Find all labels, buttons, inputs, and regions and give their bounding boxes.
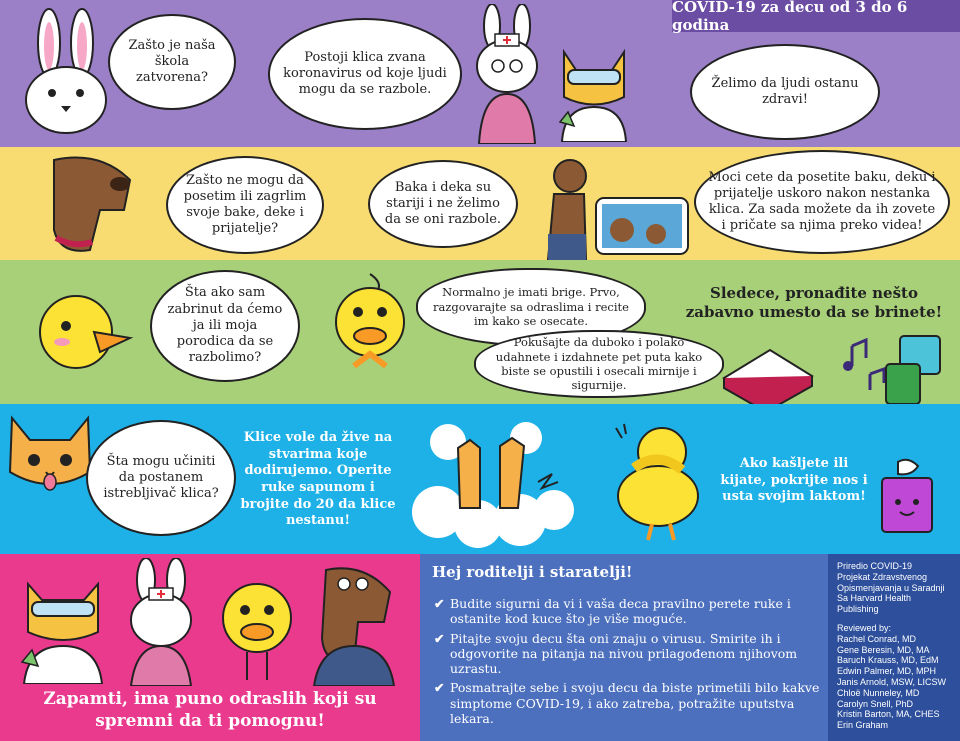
parents-title: Hej roditelji i staratelji!: [432, 563, 633, 581]
credits-line: Publishing: [837, 604, 879, 615]
speech-bubble-cat: Šta mogu učiniti da postanem istrebljivač klica?: [86, 420, 236, 536]
checkmark-icon: ✔: [434, 680, 445, 696]
reviewer-line: Chloë Nunneley, MD: [837, 687, 920, 698]
credits-line: Projekat Zdravstvenog: [837, 571, 928, 582]
doctor-bear-footer-illustration: [304, 562, 404, 686]
fun-text: Sledece, pronađite nešto zabavno umesto da se brinete!: [685, 284, 943, 322]
handwash-illustration: [408, 412, 580, 548]
parents-list-item: ✔ Posmatrajte sebe i svoju decu da biste primetili bilo kakve simptome COVID-19, i ako zatreba, potražite uputstva lekara.: [434, 680, 820, 726]
parents-list-item: ✔ Budite sigurni da vi i vaša deca pravilno perete ruke i ostanite kod kuce što je više moguće.: [434, 596, 791, 627]
scientist-cat-illustration: [554, 42, 634, 142]
cough-text: Ako kašljete ili kijate, pokrijte nos i usta svojim laktom!: [720, 456, 868, 505]
chick-front-illustration: [328, 270, 412, 380]
nurse-bunny-footer-illustration: [116, 558, 206, 686]
reviewer-line: Rachel Conrad, MD: [837, 633, 917, 644]
speech-bubble-doctor: Baka i deka su stariji i ne želimo da se oni razbole.: [368, 160, 518, 248]
handwash-text: Klice vole da žive na stvarima koje dodirujemo. Operite ruke sapunom i brojite do 20 da klice nestanu!: [240, 430, 396, 529]
sneezing-chick-illustration: [608, 420, 704, 542]
credits-line: Opismenjavanja u Saradnji: [837, 582, 945, 593]
speech-bubble-scientist: Želimo da ljudi ostanu zdravi!: [690, 44, 880, 140]
cat-illustration: [2, 410, 98, 510]
reviewer-line: Baruch Krauss, MD, EdM: [837, 655, 939, 666]
dog-illustration: [40, 150, 140, 260]
credits-spacer: [837, 615, 957, 623]
reviewer-line: Reviewed by:: [837, 622, 892, 633]
checkmark-icon: ✔: [434, 596, 445, 611]
speech-bubble-breathe: Pokušajte da duboko i polako udahnete i izdahnete pet puta kako biste se opustili i osecali mirnije i sigurnije.: [474, 330, 724, 398]
speech-bubble-video: Moci cete da posetite baku, deku i prijatelje uskoro nakon nestanka klica. Za sada možete da ih zovete i pričate sa njima preko videa!: [694, 150, 950, 254]
reviewer-line: Janis Arnold, MSW, LICSW: [837, 676, 947, 687]
speech-bubble-nurse: Postoji klica zvana koronavirus od koje ljudi mogu da se razbole.: [268, 18, 462, 130]
reviewer-line: Edwin Palmer, MD, MPH: [837, 666, 937, 677]
remember-text: Zapamti, ima puno odraslih koji su spremni da ti pomognu!: [43, 689, 377, 732]
speech-bubble-chick: Šta ako sam zabrinut da ćemo ja ili moja porodica da se razbolimo?: [150, 270, 300, 382]
chick-footer-illustration: [214, 570, 300, 686]
tissue-box-illustration: [878, 456, 936, 536]
parents-list-item: ✔ Pitajte svoju decu šta oni znaju o virusu. Smirite ih i odgovorite na pitanja na nivou prilagođenom njihovom uzrastu.: [434, 630, 798, 676]
nurse-bunny-illustration: [462, 4, 552, 144]
credits-line: Priredio COVID-19: [837, 561, 913, 571]
page-title: COVID-19 za decu od 3 do 6 godina: [672, 0, 960, 32]
speech-bubble-worry: Normalno je imati brige. Prvo, razgovarajte sa odraslima i recite im kako se osecate.: [416, 268, 646, 346]
parents-list: [434, 596, 824, 730]
checkmark-icon: ✔: [434, 630, 445, 646]
bunny-illustration: [14, 8, 114, 138]
book-music-puzzle-illustration: [720, 326, 955, 404]
doctor-bear-video-illustration: [544, 154, 694, 260]
credits: [837, 561, 957, 731]
reviewer-line: Kristin Barton, MA, CHES: [837, 709, 940, 720]
reviewer-line: Erin Graham: [837, 720, 889, 731]
credits-line: Sa Harvard Health: [837, 593, 912, 604]
speech-bubble-dog: Zašto ne mogu da posetim ili zagrlim svoje bake, deke i prijatelje?: [166, 156, 324, 254]
speech-bubble-bunny: Zašto je naša škola zatvorena?: [108, 14, 236, 110]
reviewer-line: Gene Beresin, MD, MA: [837, 644, 930, 655]
scientist-cat-footer-illustration: [18, 576, 108, 684]
reviewer-line: Carolyn Snell, PhD: [837, 698, 914, 709]
chick-illustration: [34, 280, 134, 390]
